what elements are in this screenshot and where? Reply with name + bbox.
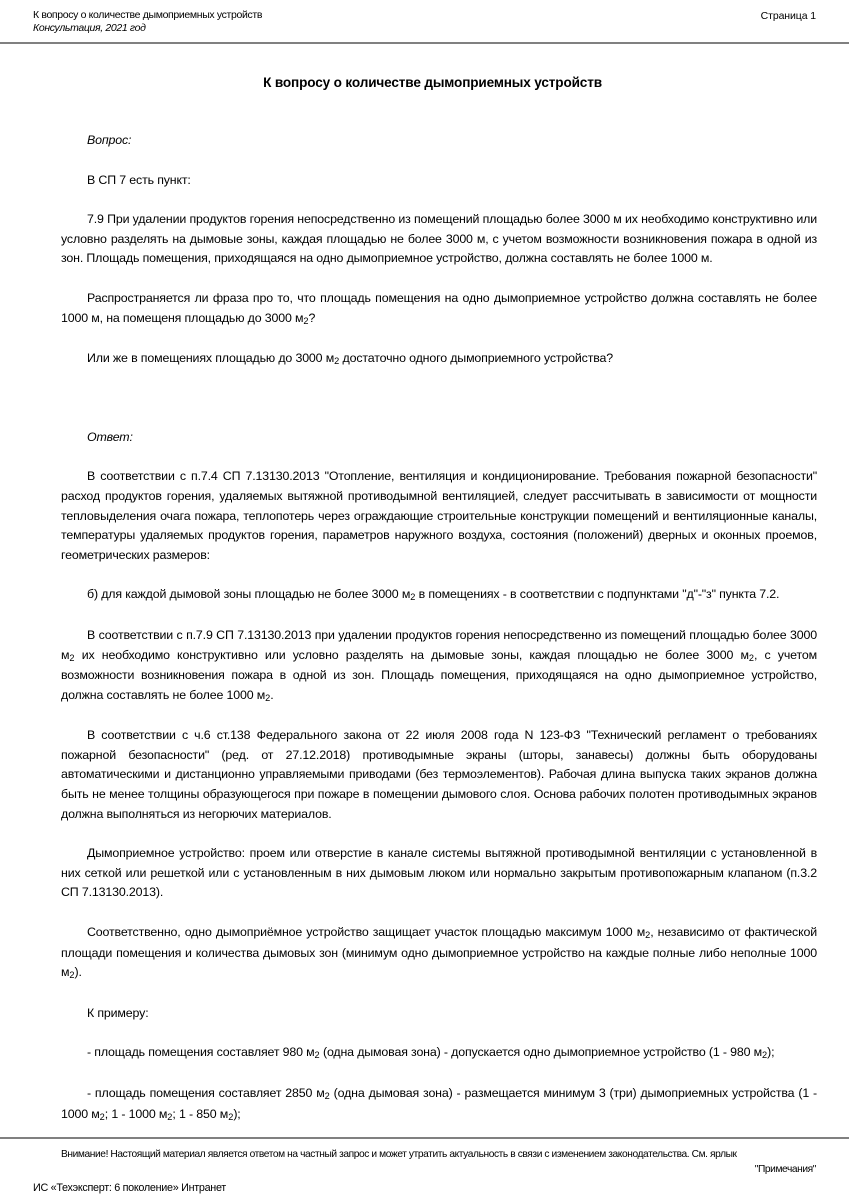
spacer (32, 565, 817, 585)
answer-paragraph-3-b: их необходимо конструктивно или условно разделять на дымовые зоны, каждая площадью не более 3000 м (74, 647, 749, 662)
footer-warning-text: Внимание! Настоящий материал является ответом на частный запрос и может утратить актуальность в связи с изменением законодательства. См. ярлык (61, 1149, 737, 1160)
example-item-2-e: ); (233, 1106, 241, 1121)
example-item-1-a: - площадь помещения составляет 980 м (87, 1045, 315, 1060)
question-intro: В СП 7 есть пункт: (87, 172, 191, 187)
footer-divider (0, 1137, 849, 1139)
answer-paragraph-3-c: , с учетом возможности возникновения пожара в одной из зон. Площадь помещения, приходящаяся на одно дымоприемное устройство, должна составлять не более 1000 м (61, 647, 817, 702)
spacer (32, 370, 817, 428)
question-item-2 (32, 349, 817, 370)
spacer (32, 706, 817, 726)
question-item-1-tail: ? (308, 310, 316, 325)
spacer (32, 606, 817, 626)
example-item-1-b: (одна дымовая зона) - допускается одно дымоприемное устройство (1 - 980 м (319, 1045, 763, 1060)
page-footer (33, 1148, 816, 1194)
question-label: Вопрос: (87, 133, 132, 147)
answer-paragraph-3 (32, 626, 817, 706)
page-header (33, 9, 816, 39)
example-item-2-d: ; 1 - 850 м (172, 1106, 229, 1121)
spacer (32, 151, 817, 171)
square-meter-subscript: 2 (314, 1050, 320, 1061)
square-meter-subscript: 2 (324, 1091, 330, 1101)
square-meter-subscript: 2 (410, 592, 416, 603)
spacer (32, 824, 817, 844)
spacer (32, 1064, 817, 1084)
spacer (32, 329, 817, 349)
spacer (32, 1023, 817, 1043)
spacer (32, 190, 817, 210)
question-item-1 (32, 289, 817, 329)
example-item-2 (32, 1084, 817, 1125)
answer-paragraph-6 (32, 923, 817, 984)
question-quote: 7.9 При удалении продуктов горения непосредственно из помещений площадью более 3000 м их необходимо конструктивно или условно разделять на дымовые зоны, каждая площадью не более 3000 м, с учетом возможности возникновения пожара в одной из зон. Площадь помещения, приходящаяся на одно дымоприемное устройство, должна составлять не более 1000 м. (61, 212, 817, 266)
example-item-2-a: - площадь помещения составляет 2850 м (87, 1086, 325, 1100)
answer-paragraph-6-c: ). (74, 965, 82, 980)
header-left-block (33, 9, 262, 36)
spacer (32, 269, 817, 289)
spacer (32, 903, 817, 923)
example-item-2-b: (одна дымовая зона) - размещается минимум 3 (три) дымоприемных устройства (1 - 1000 м (61, 1086, 817, 1121)
square-meter-subscript: 2 (645, 930, 651, 941)
answer-paragraph-2 (32, 585, 817, 606)
header-row (33, 9, 816, 36)
spacer (32, 984, 817, 1004)
header-document-title: К вопросу о количестве дымоприемных устройств (33, 9, 263, 21)
square-meter-subscript: 2 (228, 1111, 234, 1122)
answer-paragraph-1: В соответствии с п.7.4 СП 7.13130.2013 "Отопление, вентиляция и кондиционирование. Требования пожарной безопасности" расход продуктов горения, удаляемых вытяжной противодымной вентиляцией, следует рассчитывать в зависимости от мощности тепловыделения очага пожара, теплопотерь через ограждающие строительные конструкции помещений и вентиляционные каналы, температуры удаляемых продуктов горения, параметров наружного воздуха, состояния (положений) дверных и оконных проемов, геометрических размеров: (61, 469, 817, 562)
example-label: К примеру: (87, 1005, 149, 1020)
answer-paragraph-5: Дымоприемное устройство: проем или отверстие в канале системы вытяжной противодымной вентиляции с установленной в них сеткой или решеткой или с установленным в них дымовым люком или нормально закрытым противопожарным клапаном (п.3.2 СП 7.13130.2013). (61, 846, 817, 900)
square-meter-subscript: 2 (303, 315, 309, 326)
question-item-2-tail: достаточно одного дымоприемного устройства? (339, 351, 613, 366)
answer-paragraph-2-text: б) для каждой дымовой зоны площадью не более 3000 м (87, 587, 411, 602)
spacer (32, 90, 817, 131)
header-page-number: Страница 1 (760, 10, 816, 22)
square-meter-subscript: 2 (99, 1111, 105, 1122)
footer-warning-reference: "Примечания" (754, 1163, 816, 1175)
answer-paragraph-6-a: Соответственно, одно дымоприёмное устройство защищает участок площадью максимум 1000 м (87, 925, 646, 940)
footer-system-name: ИС «Техэксперт: 6 поколение» Интранет (33, 1181, 226, 1194)
answer-paragraph-3-d: . (270, 687, 274, 702)
square-meter-subscript: 2 (334, 356, 340, 367)
header-divider (0, 42, 849, 44)
answer-paragraph-2-tail: в помещениях - в соответствии с подпунктами "д"-"з" пункта 7.2. (415, 587, 780, 602)
spacer (32, 447, 817, 467)
answer-paragraph-4: В соответствии с ч.6 ст.138 Федерального закона от 22 июля 2008 года N 123-ФЗ "Технический регламент о требованиях пожарной безопасности" (ред. от 27.12.2018) противодымные экраны (шторы, занавесы) должны быть оборудованы автоматическими и дистанционно управляемыми приводами (без термоэлементов). Рабочая длина выпуска таких экранов должна быть не менее толщины образующегося при пожаре в помещении дымового слоя. Основа рабочих полотен противодымных экранов должна выполняться из негорючих материалов. (61, 728, 817, 821)
question-item-1-text: Распространяется ли фраза про то, что площадь помещения на одно дымоприемное устройство должна составлять не более 1000 м, на помещеня площадью до 3000 м (61, 290, 817, 325)
question-item-2-text: Или же в помещениях площадью до 3000 м (87, 351, 335, 366)
answer-paragraph-3-a: В соответствии с п.7.9 СП 7.13130.2013 при удалении продуктов горения непосредственно из помещений площадью более 3000 м (61, 627, 817, 662)
example-item-1-c: ); (767, 1045, 775, 1060)
square-meter-subscript: 2 (69, 970, 75, 981)
header-document-subtitle: Консультация, 2021 год (33, 22, 146, 35)
square-meter-subscript: 2 (748, 652, 755, 663)
square-meter-subscript: 2 (69, 652, 75, 663)
square-meter-subscript: 2 (762, 1050, 768, 1061)
square-meter-subscript: 2 (167, 1111, 173, 1122)
square-meter-subscript: 2 (265, 692, 271, 703)
answer-paragraph-6-b: , независимо от фактической площади помещения и количества дымовых зон (минимум одно дымоприемное устройство на каждые полные либо неполные 1000 м (61, 925, 818, 980)
document-body (32, 55, 817, 1125)
answer-label: Ответ: (87, 429, 133, 444)
page-title: К вопросу о количестве дымоприемных устройств (263, 75, 602, 90)
example-item-2-c: ; 1 - 1000 м (104, 1106, 168, 1121)
example-item-1 (32, 1043, 817, 1064)
